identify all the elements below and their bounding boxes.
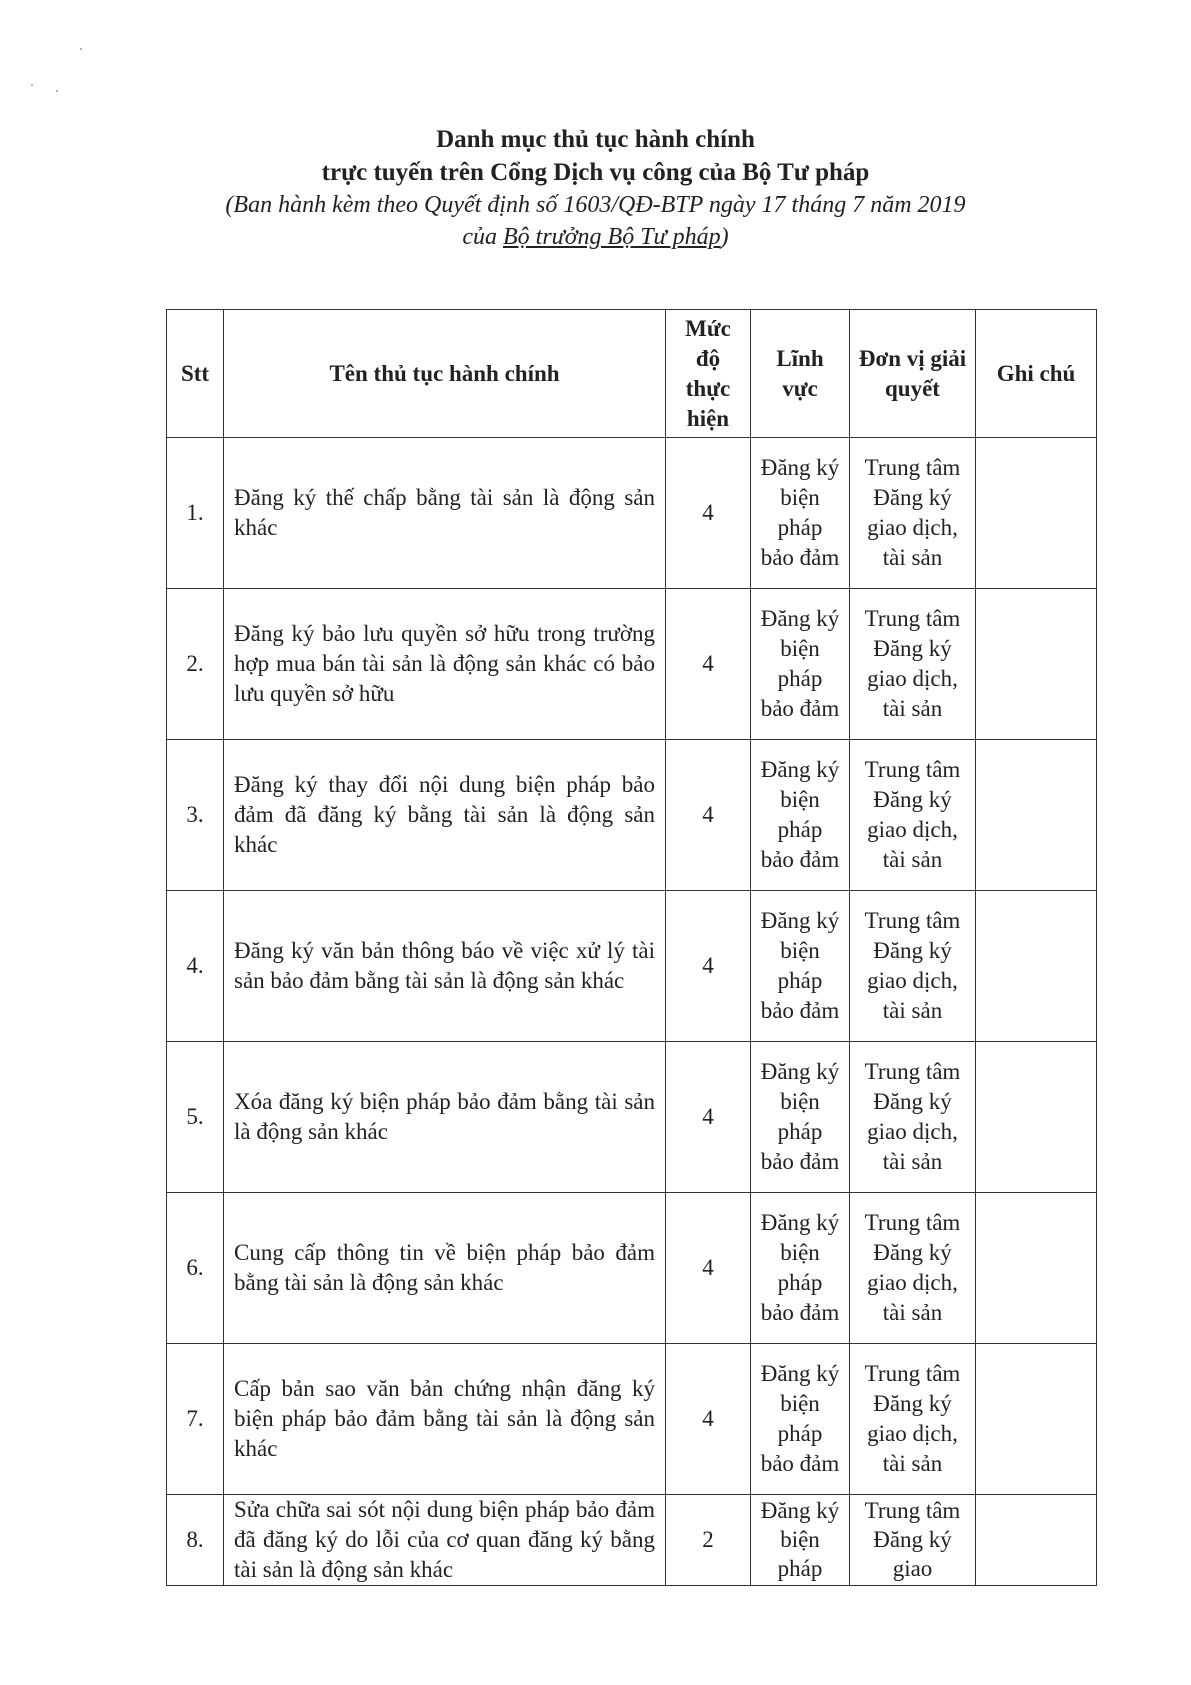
procedures-table	[166, 309, 1097, 1586]
subtitle-prefix: của	[462, 224, 503, 250]
cell-level: 4	[666, 1193, 751, 1344]
cell-unit: Trung tâm Đăng ký giao dịch, tài sản	[850, 1193, 976, 1344]
cell-level: 4	[666, 891, 751, 1042]
column-header-note: Ghi chú	[976, 310, 1097, 438]
cell-stt: 2.	[167, 589, 224, 740]
table-row	[167, 1042, 1097, 1193]
cell-stt: 1.	[167, 438, 224, 589]
document-subtitle-line1: (Ban hành kèm theo Quyết định số 1603/QĐ-BTP ngày 17 tháng 7 năm 2019	[225, 192, 966, 218]
cell-unit	[850, 1495, 976, 1586]
cell-level: 4	[666, 1344, 751, 1495]
cell-procedure-name: Đăng ký bảo lưu quyền sở hữu trong trường hợp mua bán tài sản là động sản khác có bảo lưu quyền sở hữu	[224, 589, 666, 740]
table-row	[167, 438, 1097, 589]
column-header-name: Tên thủ tục hành chính	[224, 310, 666, 438]
table-row	[167, 891, 1097, 1042]
cell-stt: 3.	[167, 740, 224, 891]
cell-level: 4	[666, 740, 751, 891]
cell-stt: 7.	[167, 1344, 224, 1495]
scan-speck	[31, 84, 33, 86]
table-row	[167, 740, 1097, 891]
cell-procedure-name: Xóa đăng ký biện pháp bảo đảm bằng tài sản là động sản khác	[224, 1042, 666, 1193]
cell-note	[976, 891, 1097, 1042]
cell-procedure-name: Đăng ký văn bản thông báo về việc xử lý tài sản bảo đảm bằng tài sản là động sản khác	[224, 891, 666, 1042]
cell-field: Đăng ký biện pháp bảo đảm	[751, 891, 850, 1042]
scan-speck	[80, 48, 82, 50]
cell-unit-text: Trung tâm Đăng ký giao	[864, 1497, 961, 1581]
cell-stt: 5.	[167, 1042, 224, 1193]
column-header-level: Mức độ thực hiện	[666, 310, 751, 438]
cell-procedure-name: Đăng ký thế chấp bằng tài sản là động sản khác	[224, 438, 666, 589]
cell-unit: Trung tâm Đăng ký giao dịch, tài sản	[850, 740, 976, 891]
table-header-row	[167, 310, 1097, 438]
table-row	[167, 1495, 1097, 1586]
cell-unit: Trung tâm Đăng ký giao dịch, tài sản	[850, 1042, 976, 1193]
column-header-stt: Stt	[167, 310, 224, 438]
cell-procedure-name: Đăng ký thay đổi nội dung biện pháp bảo đảm đã đăng ký bằng tài sản là động sản khác	[224, 740, 666, 891]
subtitle-signer: Bộ trưởng Bộ Tư pháp	[502, 224, 721, 250]
cell-field: Đăng ký biện pháp bảo đảm	[751, 1042, 850, 1193]
cell-field: Đăng ký biện pháp bảo đảm	[751, 1344, 850, 1495]
cell-field-text: Đăng ký biện pháp	[760, 1497, 840, 1581]
document-header	[0, 123, 1191, 253]
cell-unit: Trung tâm Đăng ký giao dịch, tài sản	[850, 589, 976, 740]
cell-stt: 6.	[167, 1193, 224, 1344]
cell-level: 2	[666, 1495, 751, 1586]
cell-note	[976, 1193, 1097, 1344]
cell-level: 4	[666, 1042, 751, 1193]
table-row	[167, 1344, 1097, 1495]
cell-note	[976, 589, 1097, 740]
cell-procedure-name: Sửa chữa sai sót nội dung biện pháp bảo đảm đã đăng ký do lỗi của cơ quan đăng ký bằng tài sản là động sản khác	[224, 1495, 666, 1586]
cell-unit: Trung tâm Đăng ký giao dịch, tài sản	[850, 1344, 976, 1495]
document-title-line2: trực tuyến trên Cổng Dịch vụ công của Bộ Tư pháp	[321, 159, 870, 186]
cell-note	[976, 1344, 1097, 1495]
document-title-line1: Danh mục thủ tục hành chính	[436, 126, 755, 153]
scan-speck	[56, 90, 58, 92]
table-row	[167, 1193, 1097, 1344]
cell-note	[976, 438, 1097, 589]
cell-field: Đăng ký biện pháp bảo đảm	[751, 589, 850, 740]
cell-unit: Trung tâm Đăng ký giao dịch, tài sản	[850, 438, 976, 589]
table-row	[167, 589, 1097, 740]
cell-note	[976, 1042, 1097, 1193]
document-subtitle-line2	[0, 221, 1191, 253]
column-header-unit: Đơn vị giải quyết	[850, 310, 976, 438]
cell-stt: 8.	[167, 1495, 224, 1586]
cell-level: 4	[666, 438, 751, 589]
cell-note	[976, 1495, 1097, 1586]
subtitle-suffix: )	[720, 224, 729, 250]
cell-level: 4	[666, 589, 751, 740]
column-header-field: Lĩnh vực	[751, 310, 850, 438]
cell-note	[976, 740, 1097, 891]
cell-procedure-name: Cấp bản sao văn bản chứng nhận đăng ký biện pháp bảo đảm bằng tài sản là động sản khác	[224, 1344, 666, 1495]
cell-unit: Trung tâm Đăng ký giao dịch, tài sản	[850, 891, 976, 1042]
cell-field	[751, 1495, 850, 1586]
cell-field: Đăng ký biện pháp bảo đảm	[751, 438, 850, 589]
cell-procedure-name: Cung cấp thông tin về biện pháp bảo đảm bằng tài sản là động sản khác	[224, 1193, 666, 1344]
cell-stt: 4.	[167, 891, 224, 1042]
cell-field: Đăng ký biện pháp bảo đảm	[751, 1193, 850, 1344]
cell-field: Đăng ký biện pháp bảo đảm	[751, 740, 850, 891]
